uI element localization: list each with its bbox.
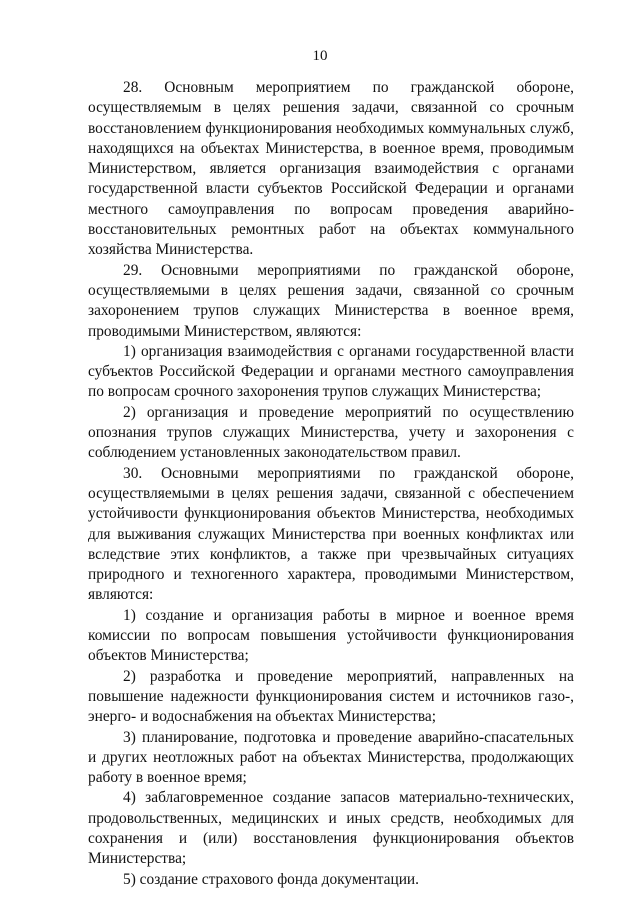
paragraph-29-item-1: 1) организация взаимодействия с органами государственной власти субъектов Российской Федерации и органами местного самоуправления по вопросам срочного захоронения трупов служащих Министерства; (88, 342, 574, 401)
paragraph-30-item-1: 1) создание и организация работы в мирное и военное время комиссии по вопросам повышения устойчивости функционирования объектов Министерства; (88, 606, 574, 665)
paragraph-30-item-3: 3) планирование, подготовка и проведение аварийно-спасательных и других неотложных работ на объектах Министерства, продолжающих работу в военное время; (88, 728, 574, 787)
paragraph-29: 29. Основными мероприятиями по гражданской обороне, осуществляемыми в целях решения задачи, связанной со срочным захоронением трупов служащих Министерства в военное время, проводимыми Министерством, являются: (88, 261, 574, 340)
page-number: 10 (312, 48, 328, 64)
paragraph-30-item-2: 2) разработка и проведение мероприятий, направленных на повышение надежности функционирования систем и источников газо-, энерго- и водоснабжения на объектах Министерства; (88, 667, 574, 726)
paragraph-30-item-5: 5) создание страхового фонда документации. (123, 870, 420, 888)
paragraph-28: 28. Основным мероприятием по гражданской обороне, осуществляемым в целях решения задачи, связанной со срочным восстановлением функционирования необходимых коммунальных служб, находящихся на объектах Министерства, в военное время, проводимым Министерством, является организация взаимодействия с органами государственной власти субъектов Российской Федерации и органами местного самоуправления по вопросам проведения аварийно-восстановительных ремонтных работ на объектах коммунального хозяйства Министерства. (88, 79, 574, 259)
document-body (88, 78, 574, 890)
paragraph-30: 30. Основными мероприятиями по гражданской обороне, осуществляемыми в целях решения задачи, связанной с обеспечением устойчивости функционирования объектов Министерства, необходимых для выживания служащих Министерства при военных конфликтах или вследствие этих конфликтов, а также при чрезвычайных ситуациях природного и техногенного характера, проводимыми Министерством, являются: (88, 464, 574, 604)
paragraph-29-item-2: 2) организация и проведение мероприятий по осуществлению опознания трупов служащих Министерства, учету и захоронения с соблюдением установленных законодательством правил. (88, 403, 574, 462)
paragraph-30-item-4: 4) заблаговременное создание запасов материально-технических, продовольственных, медицинских и иных средств, необходимых для сохранения и (или) восстановления функционирования объектов Министерства; (88, 789, 574, 868)
